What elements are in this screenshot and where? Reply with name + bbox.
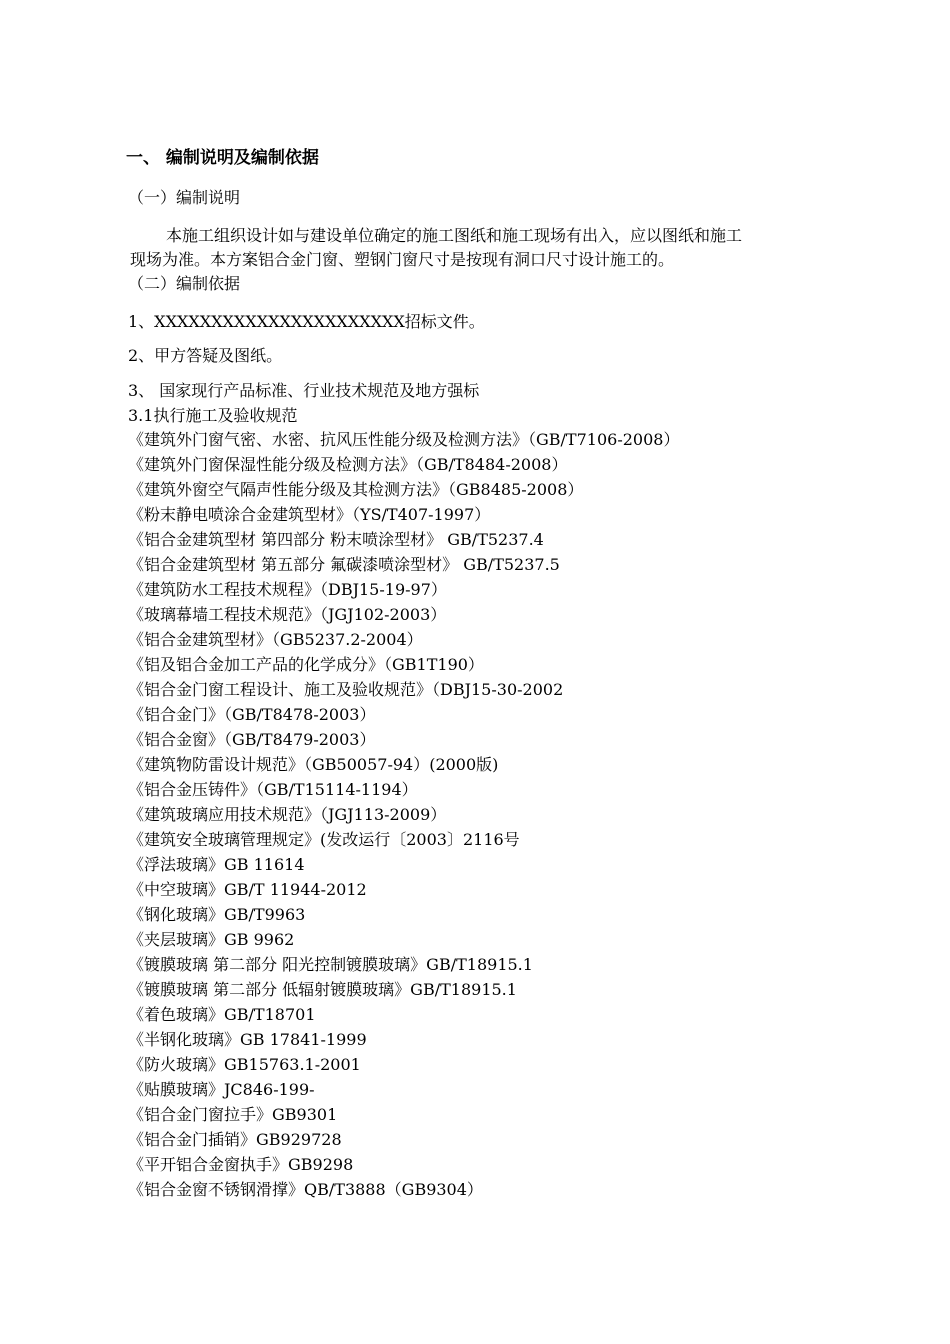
reference-item: 《铝及铝合金加工产品的化学成分》（GB1T190） bbox=[128, 655, 484, 674]
reference-item: 《建筑防水工程技术规程》（DBJ15-19-97） bbox=[128, 580, 447, 599]
reference-item: 《建筑物防雷设计规范》（GB50057-94）(2000版) bbox=[128, 755, 499, 774]
reference-item: 《铝合金建筑型材 第五部分 氟碳漆喷涂型材》 GB/T5237.5 bbox=[128, 555, 560, 574]
reference-item: 《铝合金门窗拉手》GB9301 bbox=[128, 1105, 338, 1124]
reference-item: 《浮法玻璃》GB 11614 bbox=[128, 855, 305, 874]
reference-item: 《着色玻璃》GB/T18701 bbox=[128, 1005, 316, 1024]
section-heading: 一、 编制说明及编制依据 bbox=[126, 148, 319, 168]
explanation-paragraph-line-1: 本施工组织设计如与建设单位确定的施工图纸和施工现场有出入，应以图纸和施工 bbox=[166, 226, 743, 245]
basis-item-2: 2、甲方答疑及图纸。 bbox=[128, 346, 283, 365]
reference-item: 《镀膜玻璃 第二部分 阳光控制镀膜玻璃》GB/T18915.1 bbox=[128, 955, 533, 974]
reference-item: 《铝合金门插销》GB929728 bbox=[128, 1130, 342, 1149]
reference-item: 《建筑外门窗保湿性能分级及检测方法》（GB/T8484-2008） bbox=[128, 455, 568, 474]
subsection-title-basis: （二）编制依据 bbox=[128, 274, 241, 293]
reference-item: 《钢化玻璃》GB/T9963 bbox=[128, 905, 306, 924]
reference-item: 《平开铝合金窗执手》GB9298 bbox=[128, 1155, 354, 1174]
reference-item: 《建筑玻璃应用技术规范》（JGJ113-2009） bbox=[128, 805, 447, 824]
reference-item: 《铝合金建筑型材》（GB5237.2-2004） bbox=[128, 630, 423, 649]
reference-item: 《贴膜玻璃》JC846-199- bbox=[128, 1080, 315, 1099]
reference-item: 《建筑外门窗气密、水密、抗风压性能分级及检测方法》（GB/T7106-2008） bbox=[128, 430, 680, 449]
reference-item: 《铝合金窗不锈钢滑撑》QB/T3888（GB9304） bbox=[128, 1180, 483, 1199]
reference-item: 《铝合金门窗工程设计、施工及验收规范》（DBJ15-30-2002 bbox=[128, 680, 564, 699]
reference-item: 《镀膜玻璃 第二部分 低辐射镀膜玻璃》GB/T18915.1 bbox=[128, 980, 517, 999]
explanation-paragraph-line-2: 现场为准。本方案铝合金门窗、塑钢门窗尺寸是按现有洞口尺寸设计施工的。 bbox=[130, 250, 675, 269]
reference-item: 《玻璃幕墙工程技术规范》（JGJ102-2003） bbox=[128, 605, 447, 624]
reference-item: 《铝合金门》（GB/T8478-2003） bbox=[128, 705, 376, 724]
reference-item: 《铝合金窗》（GB/T8479-2003） bbox=[128, 730, 376, 749]
reference-item: 《建筑外窗空气隔声性能分级及其检测方法》（GB8485-2008） bbox=[128, 480, 584, 499]
reference-item: 《中空玻璃》GB/T 11944-2012 bbox=[128, 880, 367, 899]
subsection-title-explanation: （一）编制说明 bbox=[128, 188, 241, 207]
basis-item-3-1: 3.1执行施工及验收规范 bbox=[128, 406, 298, 425]
basis-item-3: 3、 国家现行产品标准、行业技术规范及地方强标 bbox=[128, 381, 480, 400]
basis-item-1: 1、XXXXXXXXXXXXXXXXXXXXXX招标文件。 bbox=[128, 312, 485, 331]
reference-item: 《粉末静电喷涂合金建筑型材》（YS/T407-1997） bbox=[128, 505, 491, 524]
reference-item: 《建筑安全玻璃管理规定》(发改运行〔2003〕2116号 bbox=[128, 830, 520, 849]
reference-item: 《夹层玻璃》GB 9962 bbox=[128, 930, 295, 949]
reference-item: 《半钢化玻璃》GB 17841-1999 bbox=[128, 1030, 367, 1049]
reference-item: 《铝合金压铸件》（GB/T15114-1194） bbox=[128, 780, 418, 799]
reference-item: 《铝合金建筑型材 第四部分 粉末喷涂型材》 GB/T5237.4 bbox=[128, 530, 544, 549]
reference-item: 《防火玻璃》GB15763.1-2001 bbox=[128, 1055, 361, 1074]
